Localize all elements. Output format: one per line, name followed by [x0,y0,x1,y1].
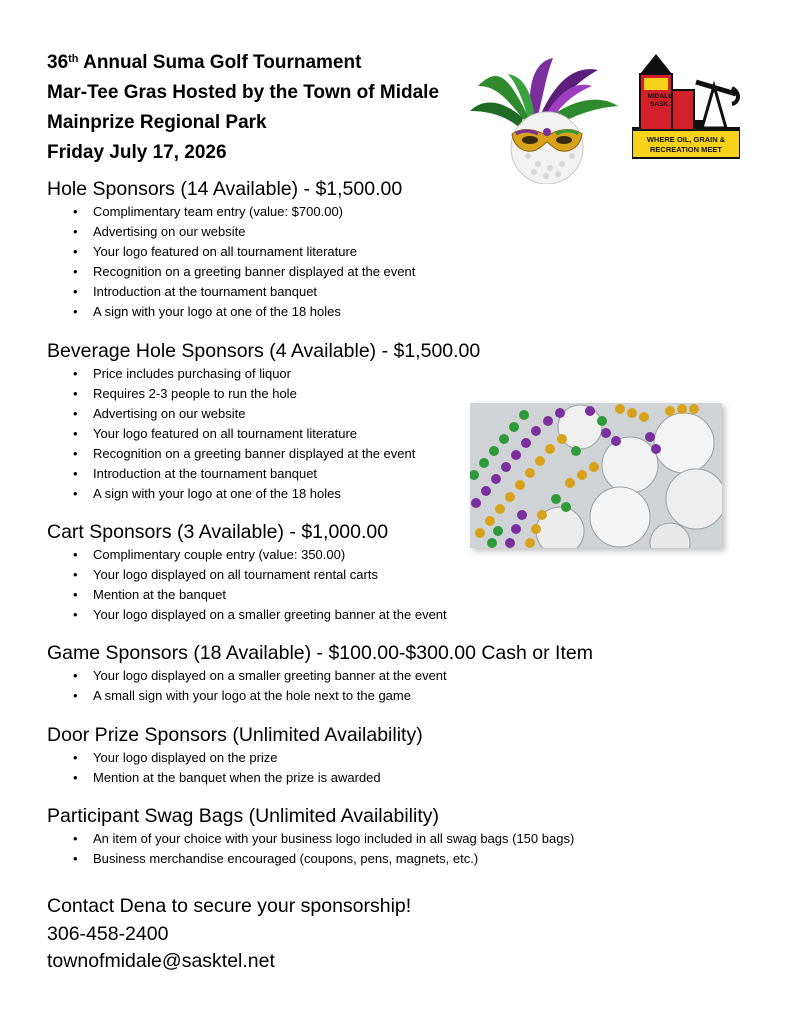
contact-email: townofmidale@sasktel.net [47,950,275,972]
tournament-venue: Mainprize Regional Park [47,112,267,133]
section-title: Beverage Hole Sponsors (4 Available) - $1,500.00 [47,340,481,362]
golf-balls-and-beads-photo [470,403,722,548]
list-item: • Complimentary couple entry (value: 350.00) [47,545,447,565]
list-item: • Mention at the banquet when the prize is awarded [47,768,423,788]
tournament-date: Friday July 17, 2026 [47,142,227,163]
section-title: Door Prize Sponsors (Unlimited Availability) [47,724,423,746]
list-item: • Your logo displayed on all tournament rental carts [47,565,447,585]
beverage-hole-sponsors-section [47,338,480,504]
benefit-list [47,748,423,788]
list-item: • Recognition on a greeting banner displayed at the event [47,262,415,282]
benefit-list [47,829,574,869]
benefit-list [47,545,447,625]
flyer-header [47,48,439,168]
list-item: • An item of your choice with your business logo included in all swag bags (150 bags) [47,829,574,849]
list-item: • A sign with your logo at one of the 18 holes [47,302,415,322]
section-title: Participant Swag Bags (Unlimited Availability) [47,805,439,827]
list-item: • Introduction at the tournament banquet [47,464,480,484]
list-item: • A sign with your logo at one of the 18 holes [47,484,480,504]
list-item: • Your logo displayed on a smaller greeting banner at the event [47,666,593,686]
logo-slogan-line-2: RECREATION MEET [650,145,722,154]
town-of-midale-logo [632,50,740,160]
benefit-list [47,202,415,322]
hole-sponsors-section [47,176,415,322]
list-item: • Complimentary team entry (value: $700.00) [47,202,415,222]
logo-province: SASK. [650,101,670,108]
contact-phone: 306-458-2400 [47,922,169,945]
section-title: Game Sponsors (18 Available) - $100.00-$300.00 Cash or Item [47,642,593,664]
list-item: • Advertising on our website [47,222,415,242]
list-item: • Requires 2-3 people to run the hole [47,384,480,404]
contact-call-to-action: Contact Dena to secure your sponsorship! [47,895,412,917]
title-ordinal-suffix: th [68,53,79,65]
section-title: Cart Sponsors (3 Available) - $1,000.00 [47,521,389,543]
title-number: 36 [47,52,69,73]
list-item: • Price includes purchasing of liquor [47,364,480,384]
list-item: • Recognition on a greeting banner displayed at the event [47,444,480,464]
benefit-list [47,364,480,504]
participant-swag-bags-section [47,803,574,869]
list-item: • Your logo featured on all tournament literature [47,242,415,262]
list-item: • Mention at the banquet [47,585,447,605]
list-item: • Your logo featured on all tournament literature [47,424,480,444]
contact-info [47,893,411,976]
list-item: • Advertising on our website [47,404,480,424]
door-prize-sponsors-section [47,722,423,788]
list-item: • Introduction at the tournament banquet [47,282,415,302]
list-item: • A small sign with your logo at the hole next to the game [47,686,593,706]
section-title: Hole Sponsors (14 Available) - $1,500.00 [47,178,403,200]
tournament-title [47,48,439,78]
list-item: • Your logo displayed on a smaller greeting banner at the event [47,605,447,625]
cart-sponsors-section [47,519,447,625]
logo-slogan-line-1: WHERE OIL, GRAIN & [646,135,726,144]
list-item: • Business merchandise encouraged (coupons, pens, magnets, etc.) [47,849,574,869]
logo-town-name: MIDALE [647,93,673,100]
mardi-gras-golf-ball-image [468,56,626,184]
title-rest: Annual Suma Golf Tournament [78,52,362,73]
benefit-list [47,666,593,706]
game-sponsors-section [47,640,593,706]
tournament-host: Mar-Tee Gras Hosted by the Town of Midale [47,82,440,103]
list-item: • Your logo displayed on the prize [47,748,423,768]
